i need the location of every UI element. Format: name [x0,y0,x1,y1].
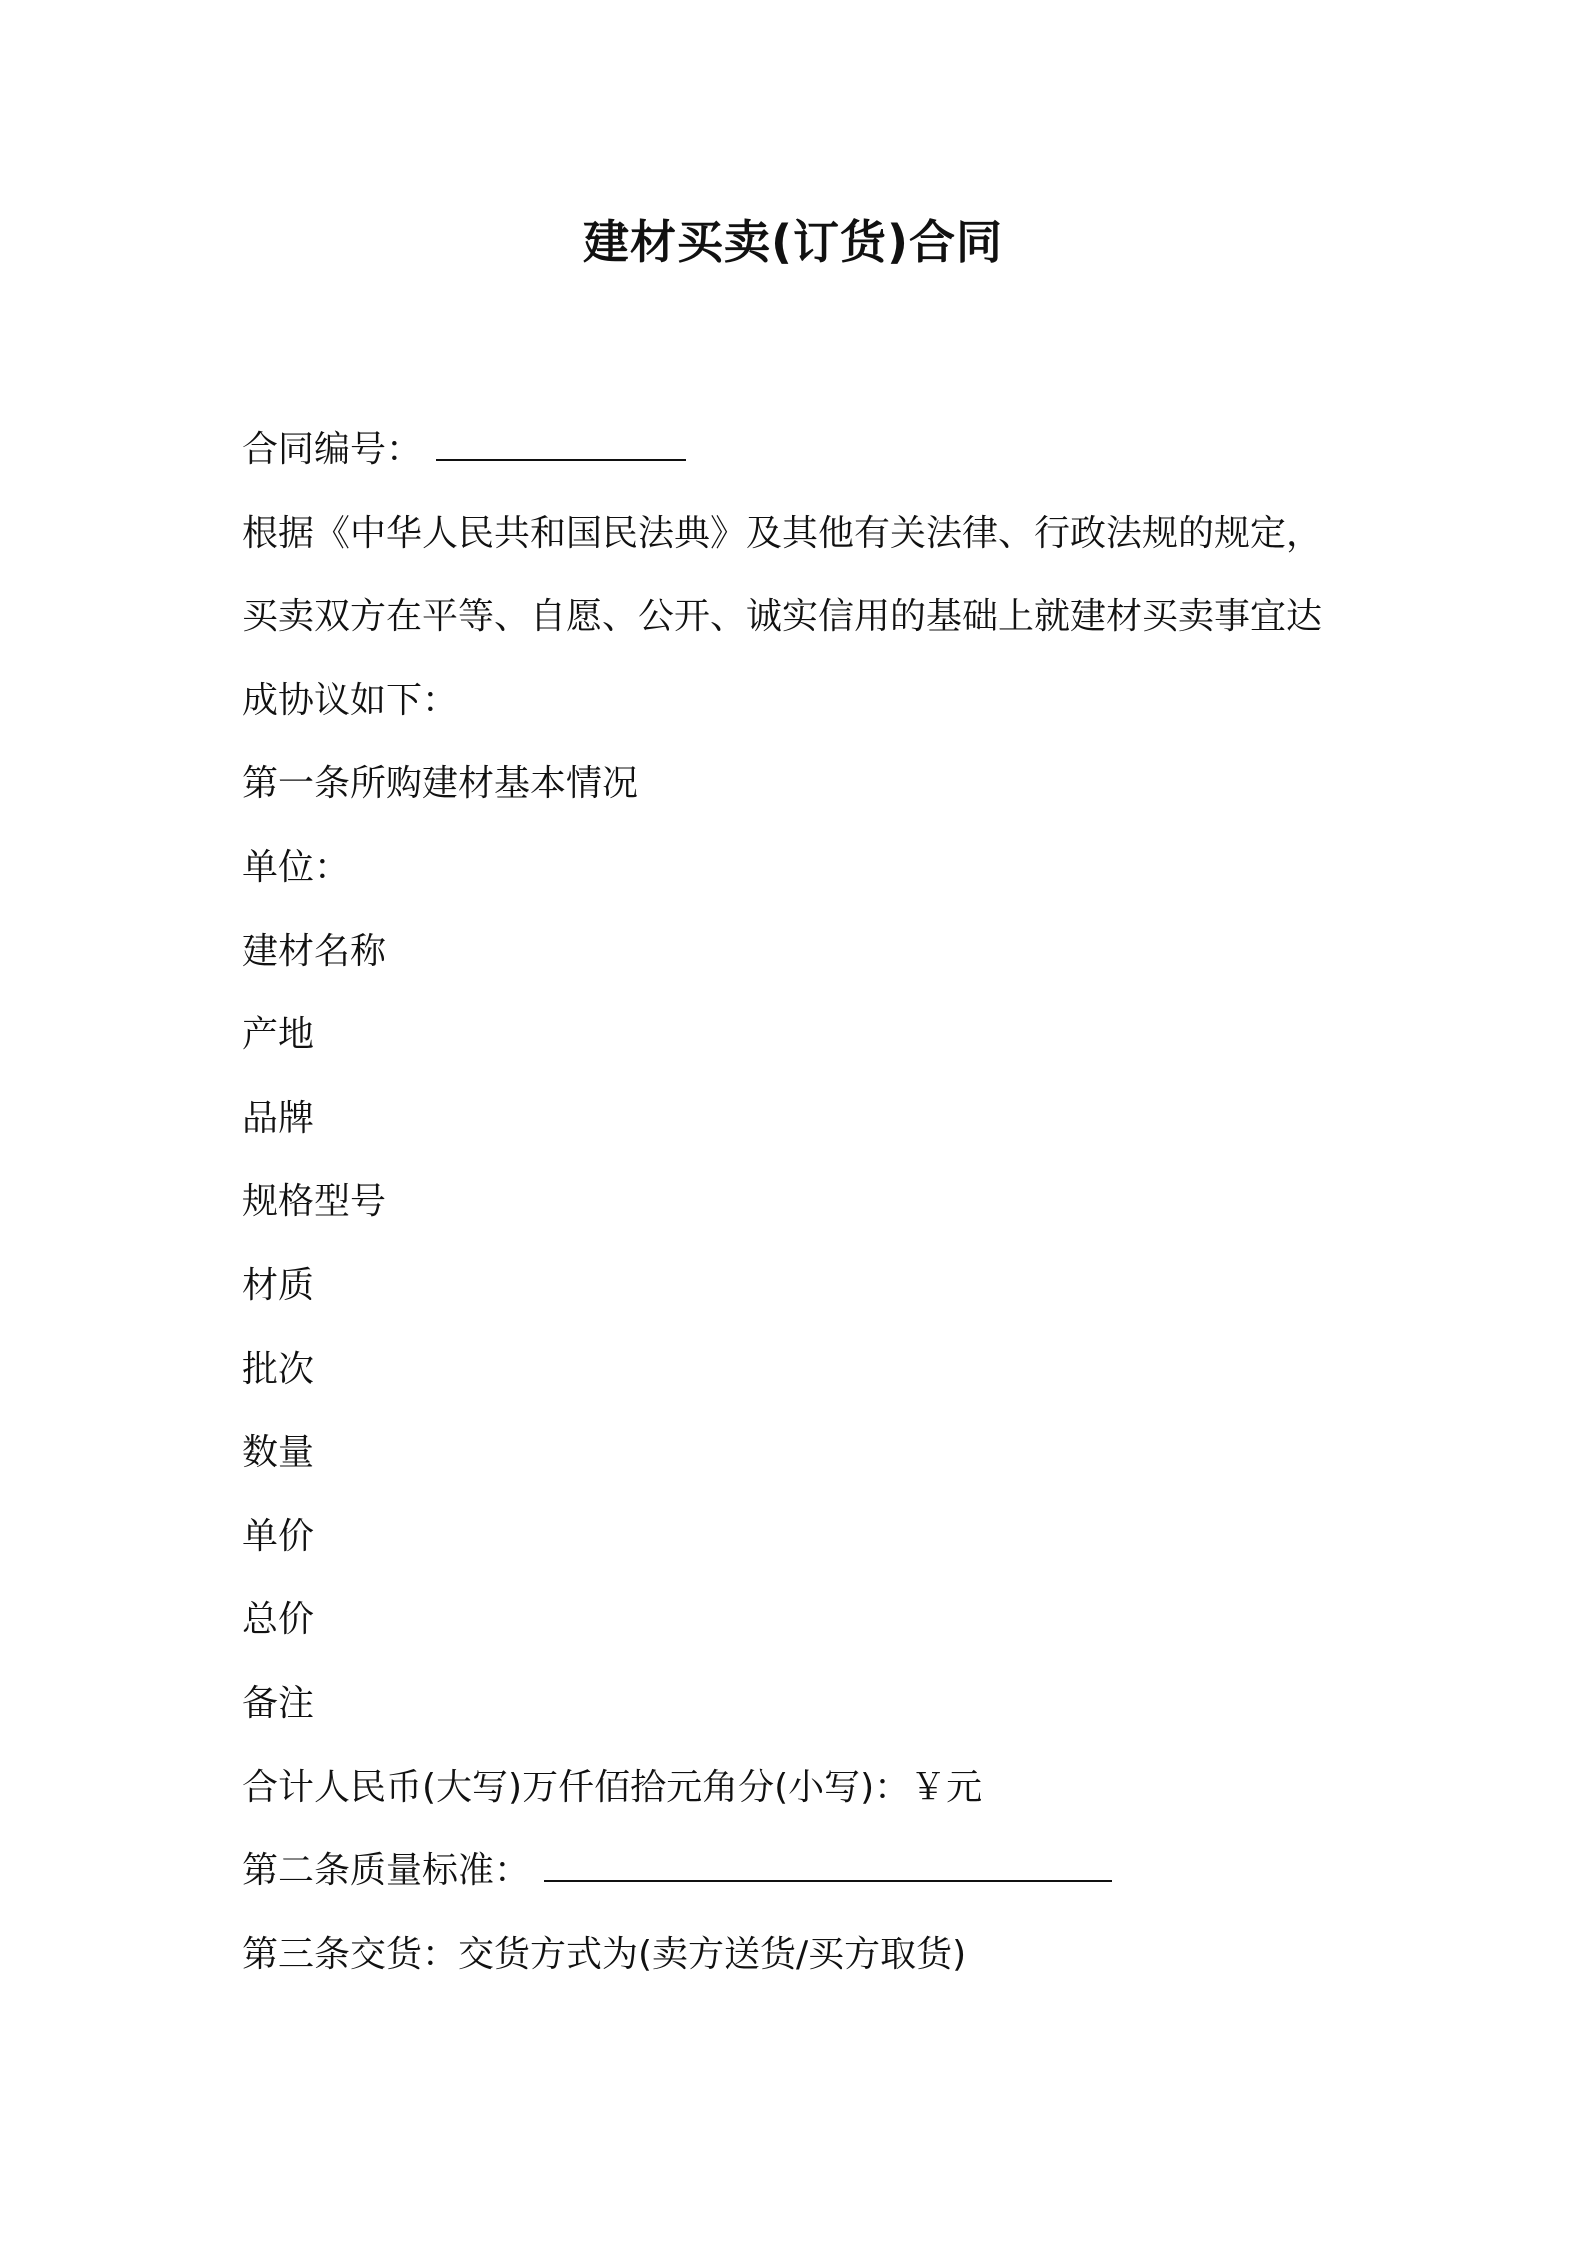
field-brand: 品牌 [242,1097,315,1139]
document-title: 建材买卖(订货)合同 [582,215,1004,269]
total-amount-line: 合计人民币(大写)万仟佰拾元角分(小写)：￥元 [242,1766,983,1808]
contract-number-label: 合同编号： [242,429,423,470]
document-body [242,408,1382,1996]
field-spec-model: 规格型号 [242,1181,387,1223]
field-remarks: 备注 [242,1682,315,1724]
field-material-quality: 材质 [242,1264,315,1306]
article1-heading: 第一条所购建材基本情况 [242,763,639,805]
contract-number-blank [436,423,686,461]
intro-line-2: 买卖双方在平等、自愿、公开、诚实信用的基础上就建材买卖事宜达 [242,596,1323,638]
field-origin: 产地 [242,1014,315,1056]
intro-line-3: 成协议如下： [242,679,459,721]
field-material-name: 建材名称 [242,930,387,972]
field-quantity: 数量 [242,1432,315,1474]
contract-number-line [242,408,1382,492]
article2-label: 第二条质量标准： [242,1850,531,1892]
field-total-price: 总价 [242,1599,315,1641]
quality-standard-blank [544,1844,1112,1882]
intro-line-1: 根据《中华人民共和国民法典》及其他有关法律、行政法规的规定， [242,512,1323,554]
field-unit: 单位： [242,846,351,888]
article2-line [242,1829,1382,1913]
article3-line: 第三条交货：交货方式为(卖方送货/买方取货) [242,1933,967,1975]
field-unit-price: 单价 [242,1515,315,1557]
field-batch: 批次 [242,1348,315,1390]
